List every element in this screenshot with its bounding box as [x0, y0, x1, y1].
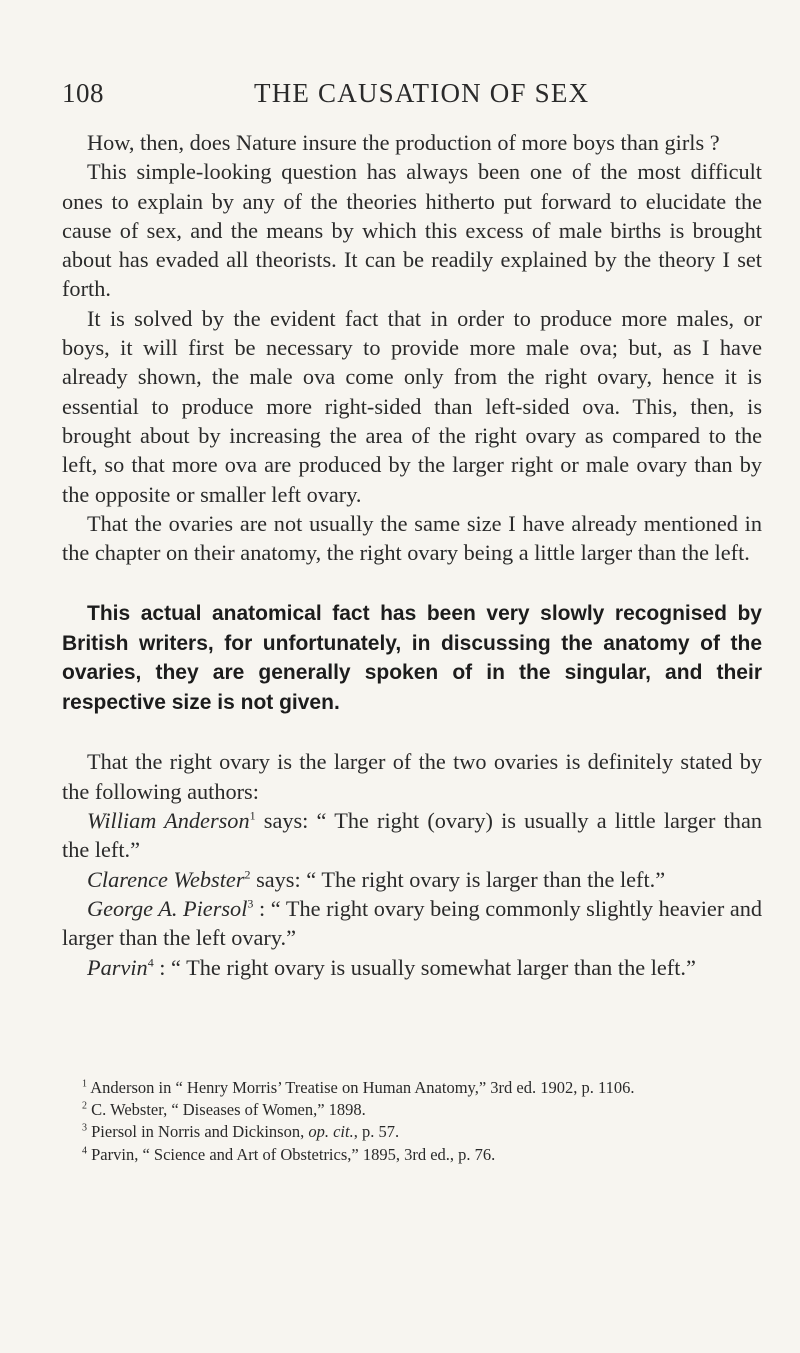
citation-author: Parvin: [87, 954, 148, 980]
footnote-1: [62, 1077, 762, 1099]
footnote-text: Parvin, “ Science and Art of Obstetrics,” 1895, 3rd ed., p. 76.: [91, 1144, 496, 1164]
footnote-3: [62, 1121, 762, 1143]
footnote-text: Piersol in Norris and Dickinson,: [91, 1122, 309, 1142]
footnote-marker: 1: [249, 808, 256, 823]
citation-author: William Anderson: [87, 808, 250, 834]
citation-author: George A. Piersol: [87, 895, 248, 921]
footnote-number: 3: [82, 1122, 87, 1134]
citation-quote: “ The right ovary is usually somewhat larger than the left.”: [171, 954, 696, 980]
citation-piersol: [62, 894, 762, 953]
footnote-italic: op. cit.: [308, 1122, 354, 1142]
citation-anderson: [62, 806, 762, 865]
page-number: 108: [62, 78, 104, 108]
footnote-2: [62, 1099, 762, 1121]
citation-webster: [62, 865, 762, 894]
footnote-marker: 3: [247, 896, 254, 911]
footnote-4: [62, 1144, 762, 1166]
footnote-number: 2: [82, 1100, 87, 1112]
paragraph-difficulty: This simple-looking question has always been one of the most difficult ones to explain by any of the theories hitherto put forward to elucidate the cause of sex, and the means by which this excess of male births is brought about has evaded all theorists. It can be readily explained by the theory I set forth.: [62, 159, 762, 302]
citation-parvin: [62, 953, 762, 982]
footnote-text-end: , p. 57.: [353, 1122, 400, 1142]
footnote-marker: 4: [147, 955, 154, 970]
footnote-number: 4: [82, 1145, 87, 1157]
paragraph-authors-intro: That the right ovary is the larger of the two ovaries is definitely stated by the following authors:: [62, 749, 762, 804]
citation-connector: says:: [250, 866, 307, 892]
footnotes: [62, 1077, 762, 1166]
page-header: [62, 78, 754, 118]
footnote-marker: 2: [244, 867, 251, 882]
citation-connector: :: [153, 954, 172, 980]
bold-remark: This actual anatomical fact has been very slowly recognised by British writers, for unfortunately, in discussing the anatomy of the ovaries, they are generally spoken of in the singular, and their respective size is not given.: [62, 602, 762, 714]
footnote-number: 1: [82, 1078, 87, 1090]
paragraph-ovary-size: That the ovaries are not usually the same size I have already mentioned in the chapter on their anatomy, the right ovary being a little larger than the left.: [62, 510, 762, 566]
footnote-text: C. Webster, “ Diseases of Women,” 1898.: [91, 1100, 366, 1120]
citation-connector: says:: [255, 808, 317, 834]
paragraph-question: How, then, does Nature insure the production of more boys than girls ?: [87, 130, 720, 155]
citation-quote: “ The right ovary is larger than the left.”: [306, 866, 666, 892]
footnote-text: Anderson in “ Henry Morris’ Treatise on Human Anatomy,” 3rd ed. 1902, p. 1106.: [90, 1078, 635, 1097]
citation-quote: “ The right (ovary) is usually a little larger than the left.”: [62, 808, 762, 863]
paragraph-solution: It is solved by the evident fact that in order to produce more males, or boys, it will first be necessary to provide more male ova; but, as I have already shown, the male ova come only from the right ovary, hence it is essential to produce more right-sided than left-sided ova. This, then, is brought about by increasing the area of the right ovary as compared to the left, so that more ova are produced by the larger right or male ovary than by the opposite or smaller left ovary.: [62, 305, 762, 507]
body-text: [62, 128, 762, 982]
citation-quote: “ The right ovary being commonly slightly heavier and larger than the left ovary.”: [62, 895, 763, 951]
citation-author: Clarence Webster: [87, 866, 245, 892]
citation-connector: :: [253, 895, 271, 921]
running-title: THE CAUSATION OF SEX: [254, 78, 590, 108]
